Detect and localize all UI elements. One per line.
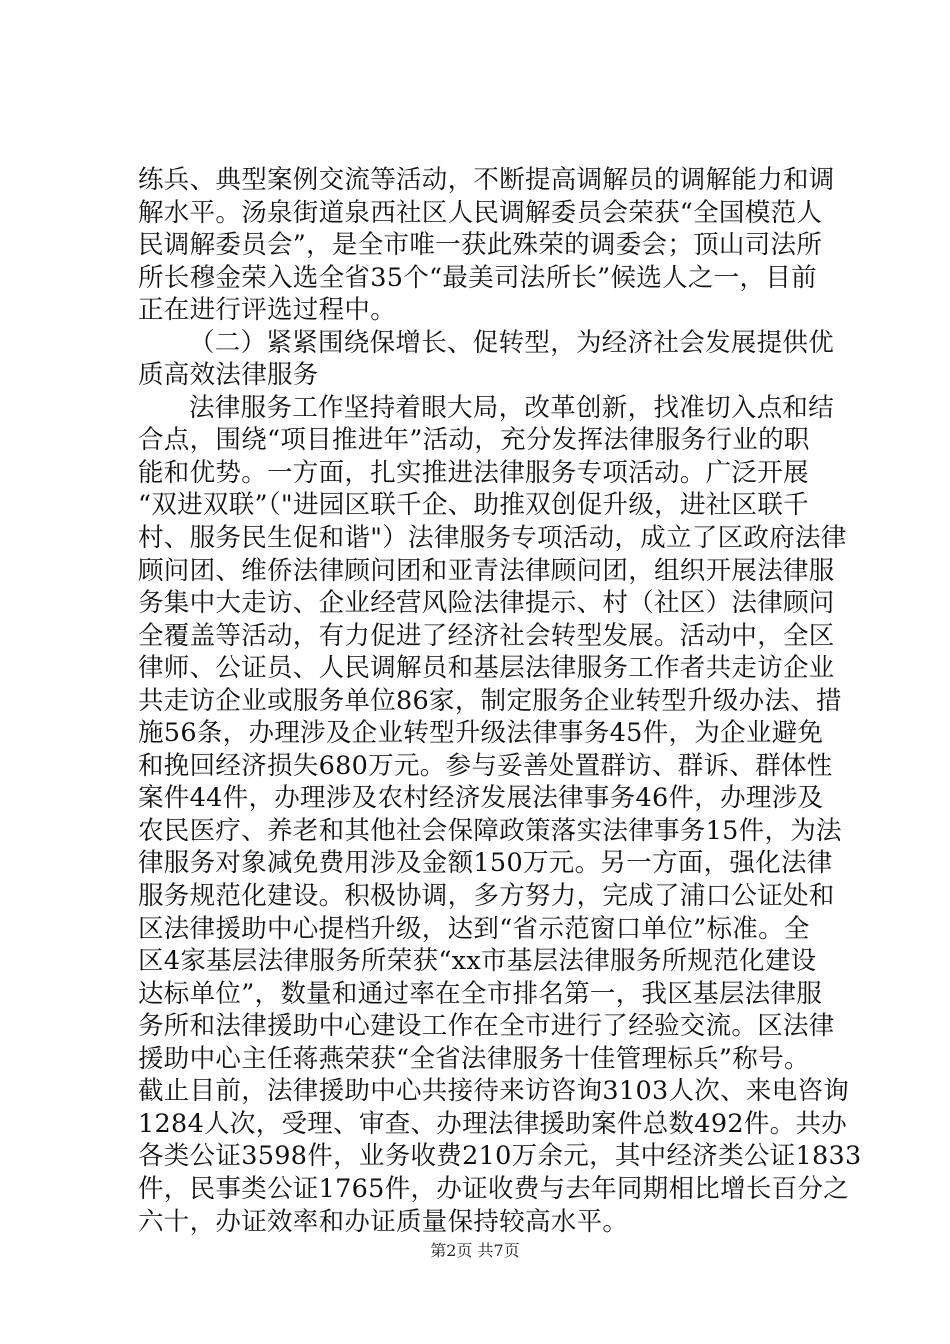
body-line: 服务规范化建设。积极协调，多方努力，完成了浦口公证处和: [138, 881, 835, 912]
body-line: 件，民事类公证1765件，办证收费与去年同期相比增长百分之: [138, 1173, 850, 1204]
body-line: 施56条，办理涉及企业转型升级法律事务45件，为企业避免: [138, 718, 824, 749]
section-heading-continued: 质高效法律服务: [138, 360, 319, 391]
body-line: 合点，围绕“项目推进年”活动，充分发挥法律服务行业的职: [138, 425, 810, 456]
section-heading: （二）紧紧围绕保增长、促转型，为经济社会发展提供优: [189, 327, 835, 358]
body-line: 区法律援助中心提档升级，达到“省示范窗口单位”标准。全: [138, 913, 810, 944]
body-line: 务所和法律援助中心建设工作在全市进行了经验交流。区法律: [138, 1011, 835, 1042]
body-line: 农民医疗、养老和其他社会保障政策落实法律事务15件，为法: [138, 815, 842, 846]
body-line: 律服务对象减免费用涉及金额150万元。另一方面，强化法律: [138, 848, 833, 879]
body-line: 解水平。汤泉街道泉西社区人民调解委员会荣获“全国模范人: [138, 197, 823, 228]
body-line: 援助中心主任蒋燕荣获“全省法律服务十佳管理标兵”称号。: [138, 1043, 810, 1074]
body-line: 和挽回经济损失680万元。参与妥善处置群访、群诉、群体性: [138, 750, 833, 781]
body-line: 各类公证3598件，业务收费210万余元，其中经济类公证1833: [138, 1141, 862, 1172]
body-line: 所长穆金荣入选全省35个“最美司法所长”候选人之一，目前: [138, 262, 817, 293]
body-line: 全覆盖等活动，有力促进了经济社会转型发展。活动中，全区: [138, 620, 835, 651]
body-line: 区4家基层法律服务所荣获“xx市基层法律服务所规范化建设: [138, 946, 817, 977]
body-line: 正在进行评选过程中。: [138, 295, 397, 326]
body-line: 能和优势。一方面，扎实推进法律服务专项活动。广泛开展: [138, 457, 809, 488]
body-line: 练兵、典型案例交流等活动，不断提高调解员的调解能力和调: [138, 165, 835, 195]
body-line: 顾问团、维侨法律顾问团和亚青法律顾问团，组织开展法律服: [138, 555, 835, 586]
body-line: 达标单位”，数量和通过率在全市排名第一，我区基层法律服: [138, 978, 823, 1009]
body-line: 共走访企业或服务单位86家，制定服务企业转型升级办法、措: [138, 685, 842, 716]
paragraph-start: 法律服务工作坚持着眼大局，改革创新，找准切入点和结: [189, 392, 835, 423]
page-footer: 第2页 共7页: [430, 1241, 520, 1260]
body-line: 务集中大走访、企业经营风险法律提示、村（社区）法律顾问: [138, 588, 835, 619]
body-line: 1284人次，受理、审查、办理法律援助案件总数492件。共办: [138, 1108, 848, 1139]
body-line: 村、服务民生促和谐"）法律服务专项活动，成立了区政府法律: [138, 523, 847, 554]
body-line: 案件44件，办理涉及农村经济发展法律事务46件，办理涉及: [138, 783, 824, 814]
body-line: 截止目前，法律援助中心共接待来访咨询3103人次、来电咨询: [138, 1076, 850, 1107]
document-body: [138, 164, 862, 1238]
body-line: 六十，办证效率和办证质量保持较高水平。: [138, 1206, 629, 1237]
body-line: 民调解委员会”，是全市唯一获此殊荣的调委会；顶山司法所: [138, 230, 823, 261]
body-line: 律师、公证员、人民调解员和基层法律服务工作者共走访企业: [138, 653, 835, 684]
body-line: “双进双联”（"进园区联千企、助推双创促升级，进社区联千: [138, 490, 809, 521]
